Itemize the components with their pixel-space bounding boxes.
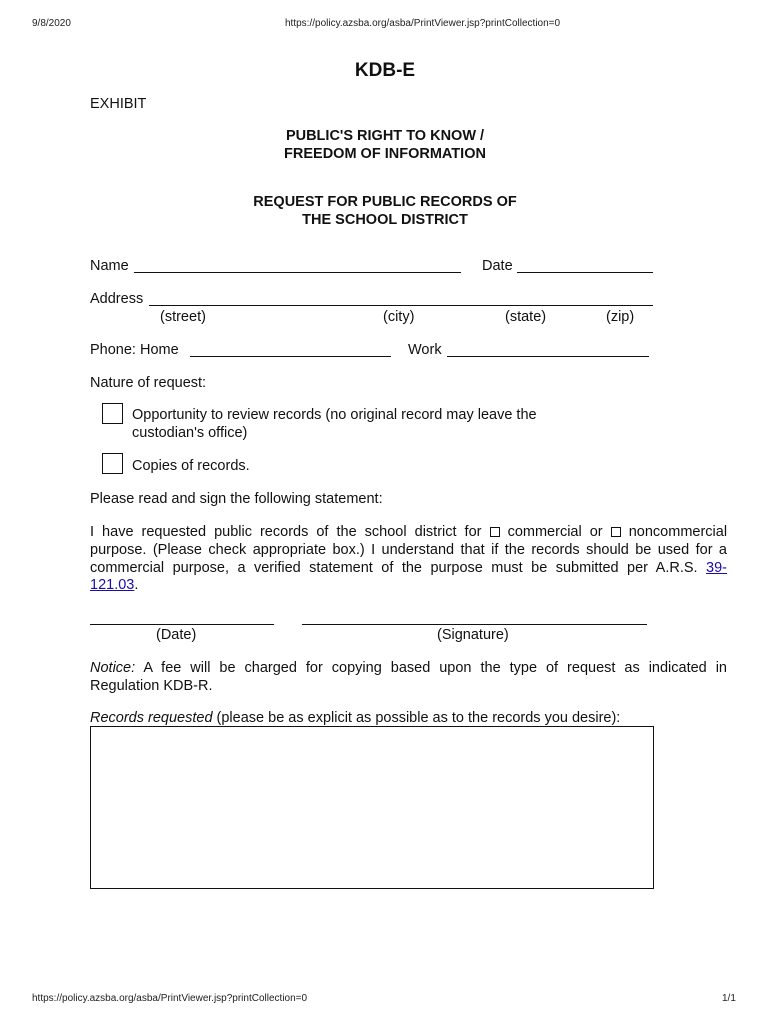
records-label: Records requested	[90, 710, 213, 726]
title-line-1: PUBLIC'S RIGHT TO KNOW /	[285, 128, 485, 144]
print-url: https://policy.azsba.org/asba/PrintViewer.jsp?printCollection=0	[285, 18, 561, 29]
work-label: Work	[408, 342, 442, 358]
copies-records-checkbox[interactable]	[102, 453, 123, 474]
commercial-checkbox[interactable]	[490, 527, 500, 537]
statute-link[interactable]: 39-	[706, 560, 727, 576]
footer-page-number: 1/1	[722, 993, 736, 1004]
statement-commercial: commercial or	[507, 524, 603, 540]
footer-url: https://policy.azsba.org/asba/PrintViewer.jsp?printCollection=0	[32, 993, 308, 1004]
state-caption: (state)	[505, 309, 547, 325]
date-field[interactable]	[517, 272, 653, 273]
phone-home-field[interactable]	[190, 356, 391, 357]
statute-link-continued[interactable]: 121.03	[90, 577, 135, 593]
subtitle-line-2: THE SCHOOL DISTRICT	[302, 212, 468, 228]
signature-field[interactable]	[302, 624, 647, 625]
date-caption: (Date)	[156, 627, 197, 643]
statement-line-3-text: commercial purpose, a verified statement of the purpose must be submitted per A.R.S.	[90, 560, 698, 576]
statement-end: .	[134, 577, 139, 593]
address-label: Address	[90, 291, 144, 307]
notice-line-1	[90, 659, 727, 677]
option-review-line-1: Opportunity to review records (no original record may leave the	[132, 407, 537, 423]
exhibit-label: EXHIBIT	[90, 96, 147, 112]
notice-text-1: A fee will be charged for copying based upon the type of request as indicated in	[143, 660, 727, 676]
statement-line-2: purpose. (Please check appropriate box.) I understand that if the records should be used for a	[90, 542, 727, 558]
statement-line-3	[90, 559, 727, 577]
noncommercial-checkbox[interactable]	[611, 527, 621, 537]
title-line-2: FREEDOM OF INFORMATION	[284, 146, 486, 162]
date-label: Date	[482, 258, 513, 274]
review-records-checkbox[interactable]	[102, 403, 123, 424]
option-review-line-2: custodian's office)	[132, 425, 248, 441]
records-instruction: (please be as explicit as possible as to the records you desire):	[212, 710, 621, 726]
nature-label: Nature of request:	[90, 375, 207, 391]
signature-caption: (Signature)	[437, 627, 509, 643]
street-caption: (street)	[160, 309, 206, 325]
name-label: Name	[90, 258, 129, 274]
statement-noncommercial: noncommercial	[628, 524, 728, 540]
notice-label: Notice:	[90, 660, 136, 676]
work-phone-field[interactable]	[447, 356, 649, 357]
signature-date-field[interactable]	[90, 624, 274, 625]
address-field[interactable]	[149, 305, 653, 306]
name-field[interactable]	[134, 272, 461, 273]
document-code: KDB-E	[354, 60, 416, 81]
records-requested-box[interactable]	[90, 726, 654, 889]
statement-line-1	[90, 523, 727, 541]
print-date: 9/8/2020	[32, 18, 71, 29]
option-copies: Copies of records.	[132, 458, 250, 474]
statement-part-1: I have requested public records of the school district for	[90, 524, 482, 540]
subtitle-line-1: REQUEST FOR PUBLIC RECORDS OF	[253, 194, 517, 210]
records-instruction-line	[90, 709, 620, 727]
zip-caption: (zip)	[606, 309, 635, 325]
city-caption: (city)	[383, 309, 415, 325]
statement-line-4	[90, 576, 138, 594]
phone-home-label: Phone: Home	[90, 342, 179, 358]
notice-line-2: Regulation KDB-R.	[90, 678, 213, 694]
sign-instruction: Please read and sign the following statement:	[90, 491, 383, 507]
